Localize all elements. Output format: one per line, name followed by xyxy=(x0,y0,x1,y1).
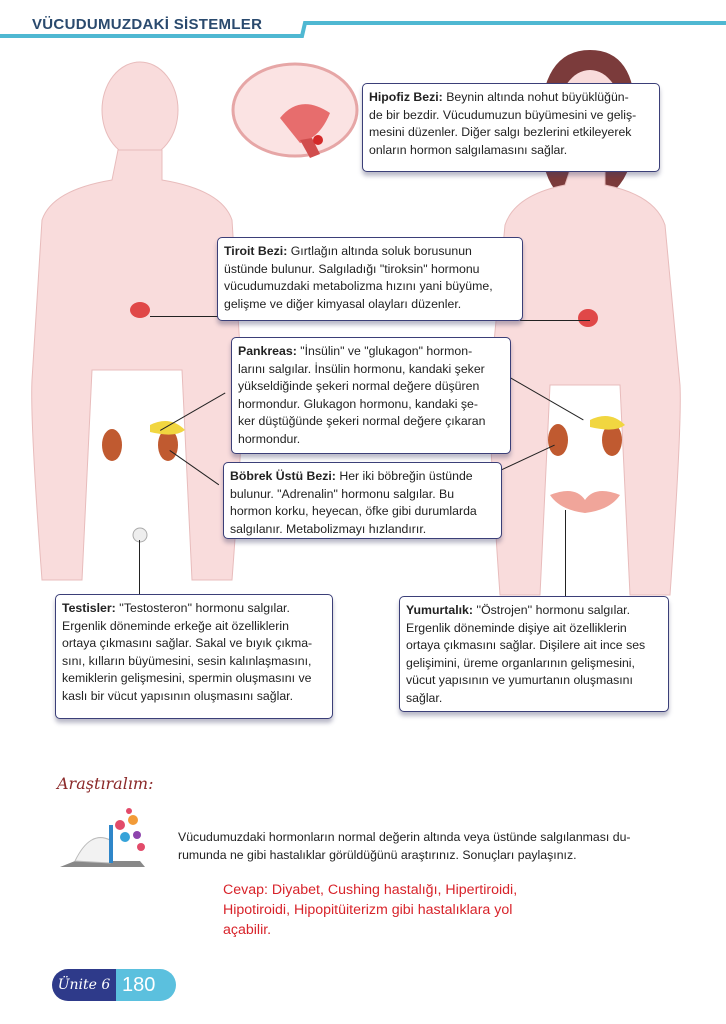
box-text: gelişimini, üreme organlarının gelişmesini, xyxy=(406,655,635,670)
box-text: ker düştüğünde şekeri normal değere çıkaran xyxy=(238,414,486,428)
box-text: Gırtlağın altında soluk borusunun xyxy=(287,244,472,258)
book-laptop-icon xyxy=(55,805,150,875)
box-text: Her iki böbreğin üstünde xyxy=(335,469,473,483)
box-text: sağlar. xyxy=(406,690,443,705)
box-text: salgılanır. Metabolizmayı hızlandırır. xyxy=(230,521,427,536)
box-title: Pankreas: xyxy=(238,344,297,358)
box-text: sını, kılların büyümesini, sesin kalınlaşmasını, xyxy=(62,653,312,668)
male-thyroid-icon xyxy=(130,302,150,318)
research-heading: Araştıralım: xyxy=(57,774,154,793)
female-adrenal-kidney-icon xyxy=(548,416,625,456)
connector-line xyxy=(520,320,590,321)
female-thyroid-icon xyxy=(578,309,598,327)
male-body-illustration xyxy=(32,62,243,580)
box-text: ortaya çıkmasını sağlar. Sakal ve bıyık çıkma- xyxy=(62,636,313,650)
box-text: kaslı bir vücut yapısının oluşmasını sağlar. xyxy=(62,688,294,703)
testisler-info-box xyxy=(55,594,333,719)
box-text: yükseldiğinde şekeri normal değere düşüren xyxy=(238,379,480,393)
hipofiz-info-box xyxy=(362,83,660,172)
box-title: Testisler: xyxy=(62,601,116,615)
male-adrenal-kidney-icon xyxy=(102,421,185,461)
box-text: üstünde bulunur. Salgıladığı "tiroksin" hormonu xyxy=(224,261,480,276)
box-text: Ergenlik döneminde dişiye ait özelliklerin xyxy=(406,620,627,635)
box-text: gelişme ve diğer kimyasal olayları düzenler. xyxy=(224,296,462,311)
box-text: hormon korku, heyecan, öfke gibi durumlarda xyxy=(230,504,477,518)
box-text: larını salgılar. İnsülin hormonu, kandaki şeker xyxy=(238,361,485,376)
connector-line xyxy=(150,316,220,317)
box-text: mesini düzenler. Diğer salgı bezlerini etkileyerek xyxy=(369,125,632,139)
box-text: ortaya çıkmasını sağlar. Dişilere ait ince ses xyxy=(406,638,646,652)
box-text: ''Östrojen'' hormonu salgılar. xyxy=(472,603,630,617)
question-line: rumunda ne gibi hastalıklar görüldüğünü araştırınız. Sonuçları paylaşınız. xyxy=(178,848,577,862)
box-title: Hipofiz Bezi: xyxy=(369,90,443,104)
connector-line xyxy=(139,540,140,595)
connector-line xyxy=(565,510,566,598)
tiroit-info-box xyxy=(217,237,523,321)
brain-illustration xyxy=(233,64,357,158)
answer-line: Hipotiroidi, Hipopitüiterizm gibi hastalıklara yol xyxy=(223,902,513,918)
answer-line: açabilir. xyxy=(223,922,272,938)
unit-label: Ünite 6 xyxy=(52,969,116,1001)
answer-line: Cevap: Diyabet, Cushing hastalığı, Hipertiroidi, xyxy=(223,882,518,898)
page-number-badge xyxy=(52,969,176,1001)
box-text: Beynin altında nohut büyüklüğün- xyxy=(442,90,629,104)
question-line: Vücudumuzdaki hormonların normal değerin altında veya üstünde salgılanması du- xyxy=(178,830,631,844)
research-question xyxy=(178,828,631,864)
box-text: vücudumuzdaki metabolizma hızını yani büyüme, xyxy=(224,279,493,293)
page-number: 180 xyxy=(116,969,176,1001)
testis-icon xyxy=(133,528,147,542)
page-title: VÜCUDUMUZDAKİ SİSTEMLER xyxy=(32,16,263,33)
ovary-icon xyxy=(550,491,620,513)
box-text: onların hormon salgılamasını sağlar. xyxy=(369,142,568,157)
box-text: vücut yapısının ve yumurtanın oluşmasını xyxy=(406,673,633,687)
bobrek-ustu-info-box xyxy=(223,462,502,539)
box-text: de bir bezdir. Vücudumuzun büyümesini ve geliş- xyxy=(369,107,637,122)
research-answer xyxy=(223,880,517,940)
box-title: Yumurtalık: xyxy=(406,603,473,617)
yumurtalik-info-box xyxy=(399,596,669,712)
box-text: "İnsülin" ve "glukagon" hormon- xyxy=(296,344,473,358)
box-text: Ergenlik döneminde erkeğe ait özelliklerin xyxy=(62,618,289,633)
box-text: bulunur. "Adrenalin" hormonu salgılar. Bu xyxy=(230,486,455,501)
box-text: hormondur. Glukagon hormonu, kandaki şe- xyxy=(238,396,478,411)
pankreas-info-box xyxy=(231,337,511,454)
box-title: Böbrek Üstü Bezi: xyxy=(230,469,336,483)
box-text: ''Testosteron'' hormonu salgılar. xyxy=(115,601,290,615)
page-header xyxy=(0,0,726,40)
box-text: kemiklerin gelişmesini, spermin oluşmasını ve xyxy=(62,671,312,685)
box-title: Tiroit Bezi: xyxy=(224,244,288,258)
box-text: hormondur. xyxy=(238,431,301,446)
